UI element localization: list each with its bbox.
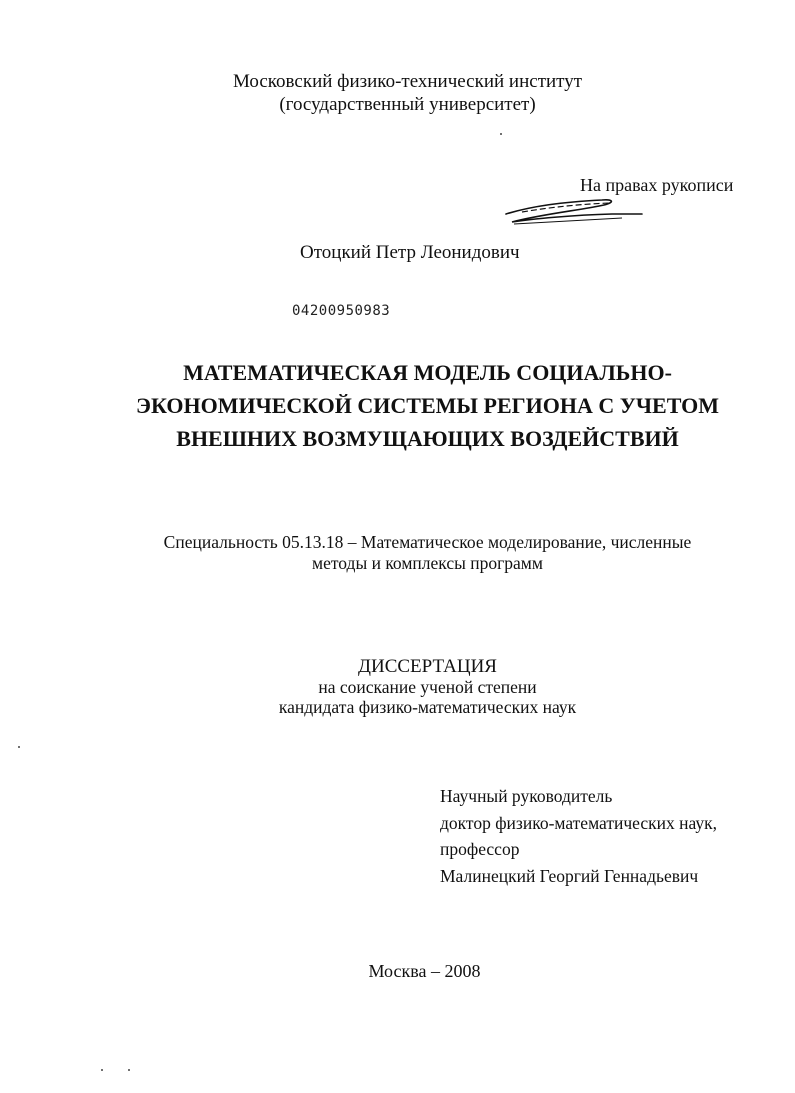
dissertation-line-2: кандидата физико-математических наук [278,697,577,717]
title-line-1: МАТЕМАТИЧЕСКАЯ МОДЕЛЬ СОЦИАЛЬНО- [183,360,672,385]
scan-speck [101,1069,103,1071]
dissertation-title [30,356,795,455]
dissertation-block [30,657,795,717]
specialty-line-2: методы и комплексы программ [312,553,543,573]
scientific-adviser [440,783,717,889]
scan-speck [500,133,502,135]
institution-subtitle: (государственный университет) [279,94,536,115]
title-line-3: ВНЕШНИХ ВОЗМУЩАЮЩИХ ВОЗДЕЙСТВИЙ [176,426,679,451]
institution-name: Московский физико-технический институт [232,71,583,92]
dissertation-heading: ДИССЕРТАЦИЯ [358,656,497,677]
signature-icon [492,192,652,232]
specialty-line-1: Специальность 05.13.18 – Математическое моделирование, численные [163,532,692,552]
dissertation-line-1: на соискание ученой степени [318,677,537,697]
adviser-name: Малинецкий Георгий Геннадьевич [440,865,699,886]
adviser-role: Научный руководитель [440,786,613,806]
adviser-title: профессор [440,839,520,859]
catalog-code: 04200950983 [292,303,391,319]
title-line-2: ЭКОНОМИЧЕСКОЙ СИСТЕМЫ РЕГИОНА С УЧЕТОМ [136,393,719,418]
scan-speck [18,746,20,748]
adviser-degree: доктор физико-математических наук, [440,812,717,833]
author-name: Отоцкий Петр Леонидович [300,242,520,263]
scan-speck [128,1069,130,1071]
place-year: Москва – 2008 [368,961,481,981]
specialty [30,532,795,574]
manuscript-rights-note: На правах рукописи [580,175,734,195]
